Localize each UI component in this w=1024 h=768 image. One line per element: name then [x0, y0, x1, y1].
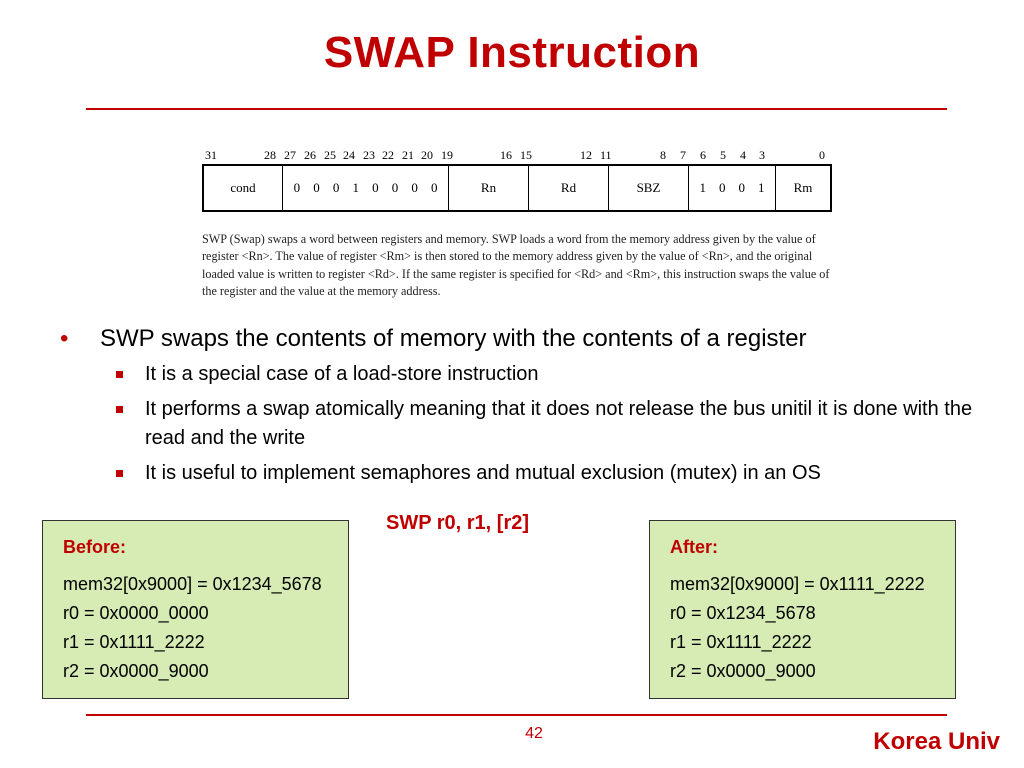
brand-label: Korea Univ	[873, 728, 1000, 755]
title-divider	[86, 108, 947, 110]
field-rm: Rm	[793, 180, 813, 195]
footer-divider	[86, 714, 947, 716]
bit-number: 12	[580, 148, 592, 162]
opcode-bit: 0	[430, 180, 438, 195]
encoding-figure	[200, 146, 840, 195]
bit-number: 11	[600, 148, 612, 162]
opcode-bit: 0	[391, 180, 399, 195]
sub-bullet	[145, 360, 990, 389]
opcode-bit: 0	[411, 180, 418, 195]
before-box	[42, 520, 349, 699]
bit-number: 4	[740, 148, 746, 162]
sub-bullet	[145, 395, 990, 453]
after-heading: After:	[670, 537, 718, 557]
sub-bullet-list	[60, 360, 990, 488]
bit-number: 24	[343, 148, 355, 162]
field-rn: Rn	[449, 166, 529, 210]
square-bullet-icon	[116, 406, 123, 413]
bit-number: 6	[700, 148, 706, 162]
before-line: r0 = 0x0000_0000	[63, 603, 209, 623]
opcode-bit: 0	[313, 180, 320, 195]
bit-number: 15	[520, 148, 532, 162]
slide-title: SWAP Instruction	[323, 28, 701, 77]
op-bit: 0	[719, 180, 726, 195]
bit-number: 8	[660, 148, 666, 162]
page-number: 42	[525, 725, 543, 742]
sub-bullet-text: It performs a swap atomically meaning that it does not release the bus unitil it is done with the read and the write	[145, 398, 973, 449]
field-opcode	[283, 166, 449, 210]
square-bullet-icon	[116, 371, 123, 378]
op-bit: 1	[699, 180, 706, 195]
bullet-main	[60, 322, 990, 356]
bit-number: 23	[363, 148, 375, 162]
op-bit: 1	[758, 180, 765, 195]
after-box	[649, 520, 956, 699]
bit-number: 19	[441, 148, 453, 162]
bit-number: 16	[500, 148, 512, 162]
bit-number: 0	[819, 148, 825, 162]
bullet-dot-icon: •	[60, 325, 69, 352]
bit-number-row	[200, 146, 840, 164]
bullet-list	[60, 322, 990, 494]
opcode-bit: 1	[352, 180, 359, 195]
sub-bullet-text: It is a special case of a load-store instruction	[145, 363, 539, 385]
op-bit: 0	[738, 180, 745, 195]
square-bullet-icon	[116, 470, 123, 477]
after-line: r0 = 0x1234_5678	[670, 603, 816, 623]
before-line: mem32[0x9000] = 0x1234_5678	[63, 574, 322, 594]
bit-number: 27	[284, 148, 296, 162]
bit-number: 5	[720, 148, 726, 162]
bit-number: 20	[421, 148, 433, 162]
bit-number: 26	[304, 148, 316, 162]
field-rd: Rd	[529, 166, 609, 210]
bit-number: 28	[264, 148, 276, 162]
before-line: r2 = 0x0000_9000	[63, 661, 209, 681]
opcode-bit: 0	[332, 180, 340, 195]
bit-number: 25	[324, 148, 336, 162]
field-sbz: SBZ	[609, 166, 689, 210]
field-op	[689, 166, 776, 210]
bit-number: 21	[402, 148, 414, 162]
bullet-main-text: SWP swaps the contents of memory with the contents of a register	[100, 325, 807, 352]
example-instruction: SWP r0, r1, [r2]	[386, 512, 530, 534]
before-line: r1 = 0x1111_2222	[63, 632, 205, 652]
field-cond: cond	[204, 166, 283, 210]
opcode-bit: 0	[372, 180, 379, 195]
encoding-fields	[202, 164, 832, 212]
encoding-description: SWP (Swap) swaps a word between registers and memory. SWP loads a word from the memory address given by the value of register <Rn>. The value of register <Rm> is then stored to the memory address given by the value of <Rn>, and the original loaded value is written to register <Rd>. If the same register is specified for <Rd> and <Rm>, this instruction swaps the value of the register and the value at the memory address.	[202, 232, 830, 299]
bit-number: 22	[382, 148, 394, 162]
bit-number: 7	[680, 148, 686, 162]
sub-bullet	[145, 459, 990, 488]
after-line: mem32[0x9000] = 0x1111_2222	[670, 574, 925, 594]
bit-number: 3	[759, 148, 765, 162]
sub-bullet-text: It is useful to implement semaphores and mutual exclusion (mutex) in an OS	[145, 462, 821, 484]
before-heading: Before:	[63, 537, 127, 557]
after-line: r2 = 0x0000_9000	[670, 661, 816, 681]
after-line: r1 = 0x1111_2222	[670, 632, 812, 652]
bit-number: 31	[205, 148, 217, 162]
opcode-bit: 0	[293, 180, 301, 195]
